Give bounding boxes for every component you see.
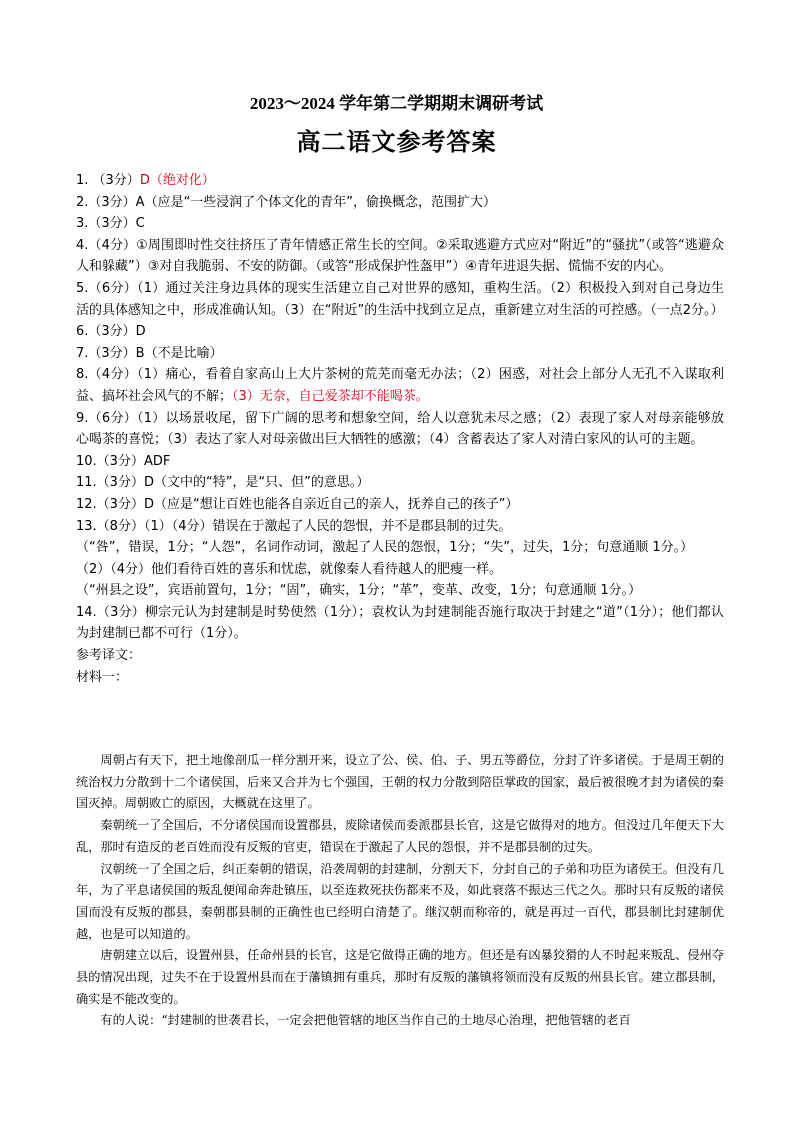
answer-item: 14.（3分）柳宗元认为封建制是时势使然（1分）；袁枚认为封建制能否施行取决于封建之“道”（1分）；他们都认为封建制已都不可行（1分）。 [76,604,724,642]
answer-item: 6.（3分）D [76,324,146,340]
answer-item: 4.（4分）①周围即时性交往挤压了青年情感正常生长的空间。②采取逃避方式应对“附近”的“骚扰”（或答“逃避众人和躲藏”）③对自我脆弱、不安的防御。（或答“形成保护性盔甲”）④青年进退失据、慌惴不安的内心。 [76,237,724,275]
section-label: 参考译文： [76,648,142,664]
answer-list [76,170,724,688]
answer-item: （2）（4分）他们看待百姓的喜乐和忧虑，就像秦人看待越人的肥瘦一样。 [76,561,503,577]
answer-item: 13.（8分）（1）（4分）错误在于激起了人民的怨恨，并不是郡县制的过失。 [76,518,512,534]
answer-item: 11.（3分）D（文中的“特”，是“只、但”的意思。） [76,475,370,491]
answer-note: （“咎”，错误，1分；“人怨”，名词作动词，激起了人民的怨恨，1分；“失”，过失，1分；句意通顺 1分。） [76,540,694,556]
highlighted-answer: D（绝对化） [139,173,215,188]
answer-item: 1. （3分）D（绝对化） [76,173,215,188]
answer-item: 7.（3分）B（不是比喻） [76,345,223,361]
translation-paragraph: 唐朝建立以后，设置州县，任命州县的长官，这是它做得正确的地方。但还是有凶暴狡猾的人不时起来叛乱、侵州夺县的情况出现，过失不在于设置州县而在于藩镇拥有重兵，那时有反叛的藩镇将领而没有反叛的州县长官。建立郡县制，确实是不能改变的。 [76,948,724,1006]
answer-item: 5.（6分）（1）通过关注身边具体的现实生活建立自己对世界的感知，重构生活。（2）积极投入到对自己身边生活的具体感知之中，形成准确认知。（3）在“附近”的生活中找到立足点，重新建立对生活的可控感。（一点2分。） [76,280,724,318]
section-label: 材料一： [76,669,129,685]
answer-item: 12.（3分）D（应是“想让百姓也能各自亲近自己的亲人，抚养自己的孩子”） [76,496,519,512]
answer-item: 9.（6分）（1）以场景收尾，留下广阔的思考和想象空间，给人以意犹未尽之感；（2）表现了家人对母亲能够放心喝茶的喜悦；（3）表达了家人对母亲做出巨大牺牲的感激；（4）含蓄表达了家人对清白家风的认可的主题。 [76,410,724,448]
exam-title: 2023～2024 学年第二学期期末调研考试 [249,94,544,113]
answer-item: 8.（4分）（1）痛心，看着自家高山上大片茶树的荒芜而毫无办法；（2）困惑，对社会上部分人无孔不入谋取利益、搞坏社会风气的不解；（3）无奈，自己爱茶却不能喝茶。 [76,367,724,404]
translation-paragraph: 秦朝统一了全国后，不分诸侯国而设置郡县，废除诸侯而委派郡县长官，这是它做得对的地方。但没过几年便天下大乱，那时有造反的老百姓而没有反叛的官吏，错误在于激起了人民的怨恨，并不是郡县制的过失。 [76,818,724,854]
answer-item: 10.（3分）ADF [76,453,171,469]
translation-paragraph: 周朝占有天下，把土地像剖瓜一样分割开来，设立了公、侯、伯、子、男五等爵位，分封了许多诸侯。于是周王朝的统治权力分散到十二个诸侯国，后来又合并为七个强国，王朝的权力分散到陪臣掌政的国家，最后被很晚才封为诸侯的秦国灭掉。周朝败亡的原因，大概就在这里了。 [76,753,724,811]
highlighted-answer: （3）无奈，自己爱茶却不能喝茶。 [232,388,429,404]
document-title: 高二语文参考答案 [296,128,497,156]
answer-item: 3.（3分）C [76,216,145,232]
translation-paragraph: 有的人说：“封建制的世袭君长，一定会把他管辖的地区当作自己的土地尽心治理，把他管辖的老百 [100,1013,631,1028]
translation-text [76,750,724,1032]
answer-item: 2.（3分）A（应是“一些浸润了个体文化的青年”，偷换概念，范围扩大） [76,194,497,210]
translation-paragraph: 汉朝统一了全国之后，纠正秦朝的错误，沿袭周朝的封建制，分割天下，分封自己的子弟和功臣为诸侯王。但没有几年，为了平息诸侯国的叛乱便闻命奔赴镇压，以至连救死扶伤都来不及，如此衰落不振达三代之久。那时只有反叛的诸侯国而没有反叛的郡县，秦朝郡县制的正确性也已经明白清楚了。继汉朝而称帝的，就是再过一百代，郡县制比封建制优越，也是可以知道的。 [76,861,724,941]
answer-note: （“州县之设”，宾语前置句，1分；“固”，确实，1分；“革”，变革、改变，1分；句意通顺 1分。） [76,583,642,599]
